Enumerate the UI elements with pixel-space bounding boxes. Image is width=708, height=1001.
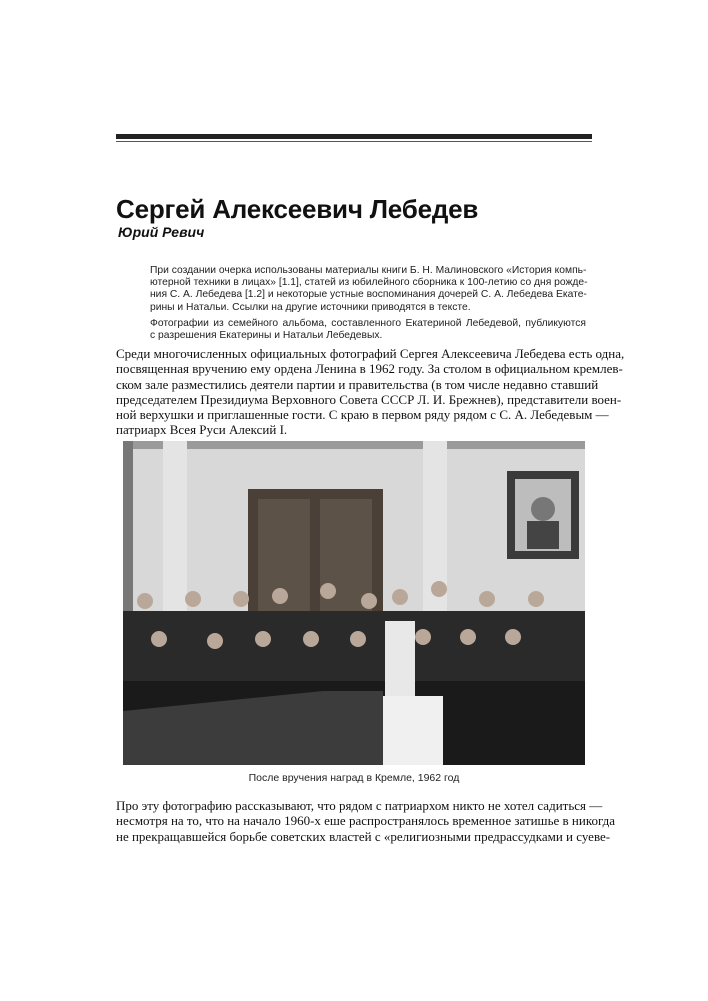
text-line: ютерной техники в лицах» [1.1], статей из юбилейного сборника к 100-летию со дня рожде- — [150, 277, 588, 289]
photo-illustration — [123, 441, 585, 765]
text-line: При создании очерка использованы материалы книги Б. Н. Малиновского «История компь- — [150, 265, 587, 276]
text-line: несмотря на то, что на начало 1960-х еше распространялось временное затишье в никогда — [116, 813, 616, 829]
text-line: Среди многочисленных официальных фотографий Сергея Алексеевича Лебедева есть одна, — [116, 346, 625, 361]
text-line: председателем Президиума Верховного Совета СССР Л. И. Брежнев), представители воен- — [116, 391, 622, 407]
article-title: Сергей Алексеевич Лебедев — [116, 194, 479, 224]
article-abstract — [150, 265, 586, 346]
body-paragraph-1 — [116, 346, 625, 438]
text-line: ния С. А. Лебедева [1.2] и некоторые устные воспоминания дочерей С. А. Лебедева Екате- — [150, 289, 587, 301]
header-rule-thin — [116, 141, 592, 142]
text-line: не прекращавшейся борьбе советских властей с «религиозными предрассудками и суеве- — [116, 828, 611, 844]
abstract-paragraph — [150, 318, 586, 342]
body-paragraph-2 — [116, 798, 616, 844]
text-line: Фотографии из семейного альбома, составленного Екатериной Лебедевой, публикуются — [150, 317, 586, 329]
text-line: ском зале разместились деятели партии и правительства (в том числе недавно ставший — [116, 376, 599, 392]
group-photo — [123, 441, 585, 765]
abstract-paragraph — [150, 265, 586, 314]
text-line: с разрешения Екатерины и Натальи Лебедевых. — [150, 330, 383, 342]
text-line: ной верхушки и приглашенные гости. С краю в первом ряду рядом с С. А. Лебедевым — — [116, 407, 609, 423]
photo-caption: После вручения наград в Кремле, 1962 год — [248, 772, 460, 784]
header-rule — [116, 134, 592, 139]
text-line: Про эту фотографию рассказывают, что рядом с патриархом никто не хотел садиться — — [116, 798, 603, 813]
text-line: посвященная вручению ему ордена Ленина в 1962 году. За столом в официальном кремлев- — [116, 361, 623, 377]
text-line: патриарх Всея Руси Алексий I. — [116, 422, 288, 438]
article-author: Юрий Ревич — [118, 224, 205, 240]
text-line: рины и Натальи. Ссылки на другие источники приводятся в тексте. — [150, 301, 471, 313]
